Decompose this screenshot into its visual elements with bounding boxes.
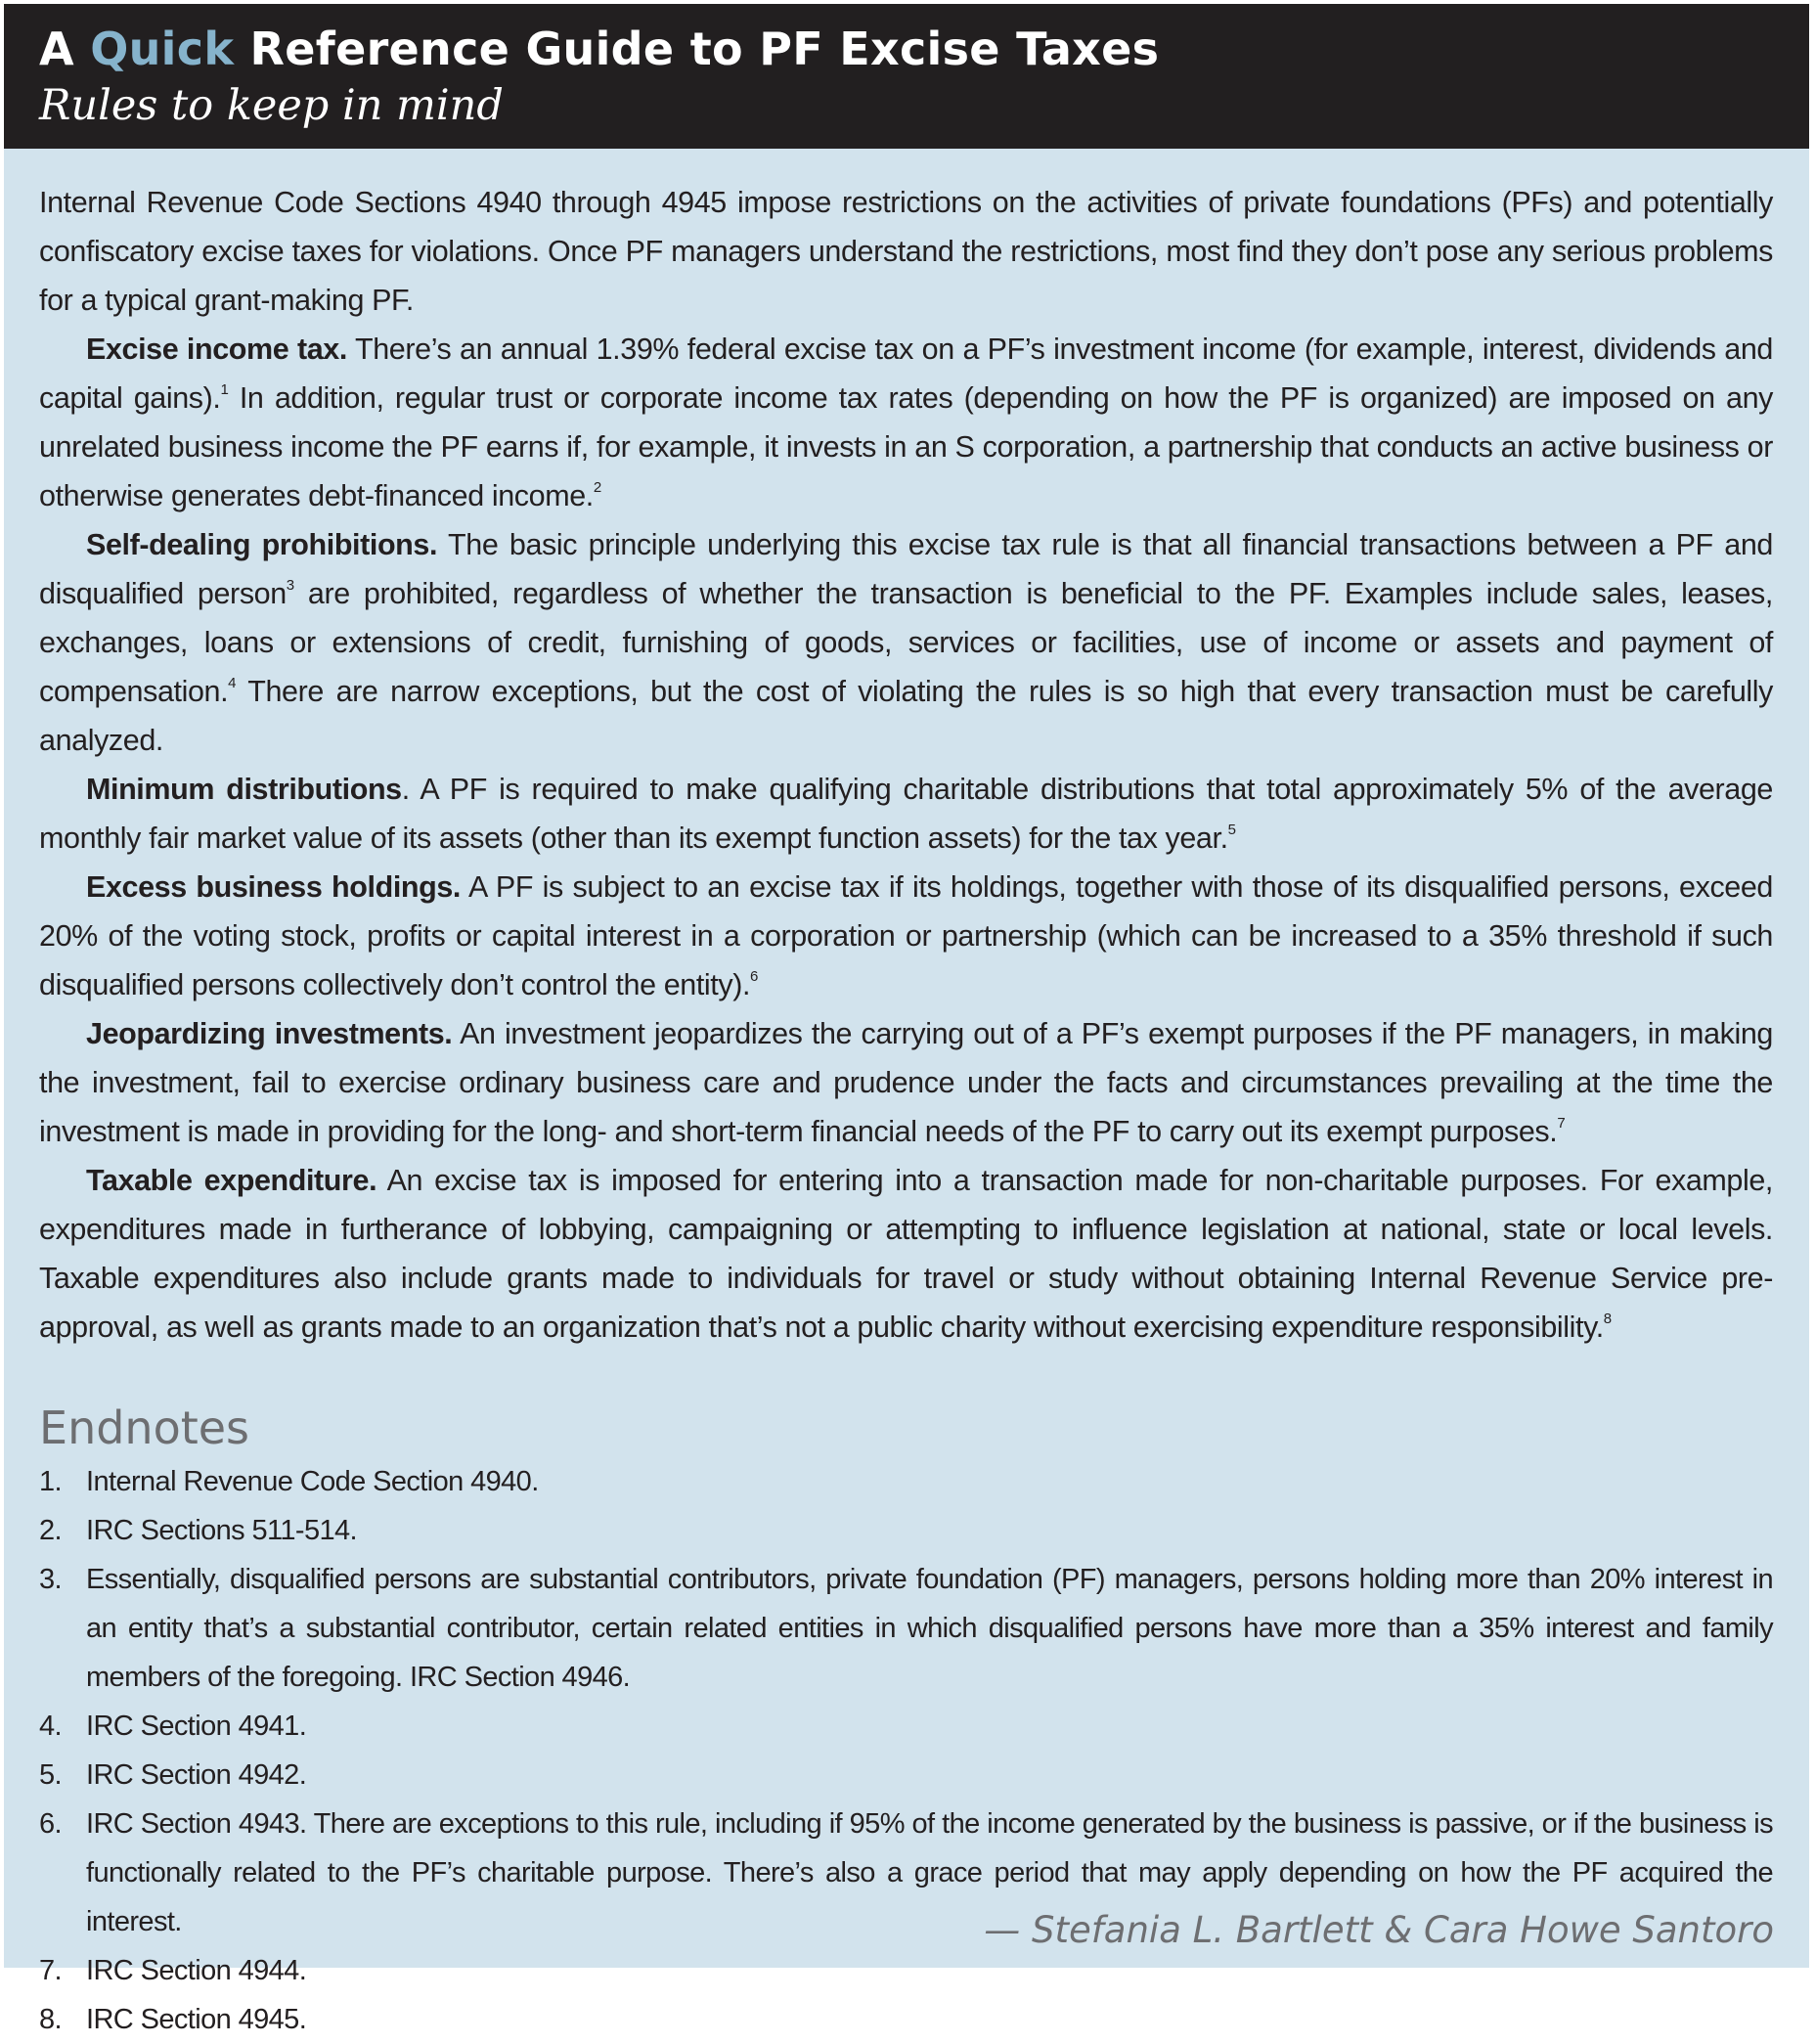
- page-subtitle: Rules to keep in mind: [39, 81, 504, 130]
- endnote-item: [39, 1555, 1773, 1702]
- endnote-text: IRC Section 4945.: [86, 2004, 307, 2035]
- endnote-item: [39, 1995, 1773, 2044]
- endnote-number: 2.: [39, 1515, 62, 1546]
- section-text: An investment jeopardizes the carrying out of a PF’s exempt purposes if the PF managers, in making the investment, fail to exercise ordinary business care and prudence under the facts and circumstances prevailing at the time the investment is made in providing for the long- and short-term financial needs of the PF to carry out its exempt purposes.: [39, 1017, 1773, 1148]
- endnote-number: 3.: [39, 1564, 62, 1595]
- section-excess-business-holdings: [39, 863, 1773, 1009]
- section-heading: Jeopardizing investments.: [86, 1017, 453, 1050]
- section-text: are prohibited, regardless of whether the transaction is beneficial to the PF. Examples include sales, leases, exchanges, loans or extensions of credit, furnishing of goods, services or facilities, use of income or assets and payment of compensation.: [39, 577, 1773, 708]
- endnote-item: [39, 1702, 1773, 1751]
- endnote-number: 1.: [39, 1466, 62, 1497]
- section-text: In addition, regular trust or corporate income tax rates (depending on how the PF is organized) are imposed on any unrelated business income the PF earns if, for example, it invests in an S corporation, a partnership that conducts an active business or otherwise generates debt-financed income.: [39, 381, 1774, 512]
- endnotes-heading: Endnotes: [39, 1401, 250, 1454]
- section-text: An excise tax is imposed for entering into a transaction made for non-charitable purposes. For example, expenditures made in furtherance of lobbying, campaigning or attempting to influence legislation at national, state or local levels. Taxable expenditures also include grants made to individuals for travel or study without obtaining Internal Revenue Service pre-approval, as well as grants made to an organization that’s not a public charity without exercising expenditure responsibility.: [39, 1164, 1773, 1344]
- endnote-number: 8.: [39, 2004, 62, 2035]
- endnote-text: IRC Section 4941.: [86, 1711, 307, 1742]
- endnote-item: [39, 1751, 1773, 1800]
- endnote-text: IRC Section 4942.: [86, 1759, 307, 1791]
- endnote-ref: 6: [750, 968, 758, 985]
- reference-guide-card: [4, 4, 1809, 2035]
- section-heading: Self-dealing prohibitions.: [86, 528, 438, 561]
- endnote-text: IRC Section 4944.: [86, 1955, 307, 1986]
- endnote-item: [39, 1457, 1773, 1506]
- section-heading: Taxable expenditure.: [86, 1164, 377, 1197]
- section-heading: Minimum distributions: [86, 773, 402, 806]
- header-banner: [4, 4, 1809, 149]
- endnote-ref: 8: [1603, 1311, 1612, 1327]
- endnote-ref: 2: [593, 479, 601, 496]
- section-text: There are narrow exceptions, but the cost of violating the rules is so high that every transaction must be carefully analyzed.: [39, 675, 1773, 757]
- section-text: The basic principle underlying this excise tax rule is that all financial transactions between a PF and disqualified person: [39, 528, 1773, 610]
- endnote-text: IRC Sections 511-514.: [86, 1515, 358, 1546]
- section-self-dealing: [39, 520, 1773, 765]
- section-text: A PF is subject to an excise tax if its holdings, together with those of its disqualified persons, exceed 20% of the voting stock, profits or capital interest in a corporation or partnership (which can be increased to a 35% threshold if such disqualified persons collectively don’t control the entity).: [39, 870, 1773, 1001]
- title-accent-word: Quick: [90, 22, 235, 75]
- endnote-ref: 5: [1227, 822, 1236, 838]
- endnote-ref: 7: [1557, 1115, 1566, 1132]
- endnote-number: 6.: [39, 1808, 62, 1840]
- section-text: . A PF is required to make qualifying charitable distributions that total approximately 5% of the average monthly fair market value of its assets (other than its exempt function assets) for the tax year.: [39, 773, 1773, 855]
- section-taxable-expenditure: [39, 1156, 1773, 1352]
- endnote-number: 4.: [39, 1711, 62, 1742]
- endnote-ref: 4: [228, 675, 237, 691]
- endnote-ref: 1: [220, 381, 229, 398]
- author-byline: — Stefania L. Bartlett & Cara Howe Santoro: [984, 1909, 1774, 1951]
- section-minimum-distributions: [39, 765, 1773, 863]
- endnote-number: 5.: [39, 1759, 62, 1791]
- section-jeopardizing-investments: [39, 1009, 1773, 1156]
- title-prefix: A: [39, 22, 74, 75]
- endnote-item: [39, 1506, 1773, 1555]
- section-text: There’s an annual 1.39% federal excise tax on a PF’s investment income (for example, interest, dividends and capital gains).: [39, 333, 1773, 415]
- endnote-text: Essentially, disqualified persons are substantial contributors, private foundation (PF) managers, persons holding more than 20% interest in an entity that’s a substantial contributor, certain related entities in which disqualified persons have more than a 35% interest and family members of the foregoing. IRC Section 4946.: [86, 1564, 1773, 1693]
- section-heading: Excise income tax.: [86, 333, 347, 366]
- endnotes-list: [39, 1457, 1773, 2044]
- endnote-text: IRC Section 4943. There are exceptions to this rule, including if 95% of the income generated by the business is passive, or if the business is functionally related to the PF’s charitable purpose. There’s also a grace period that may apply depending on how the PF acquired the interest.: [86, 1808, 1773, 1937]
- intro-paragraph: Internal Revenue Code Sections 4940 through 4945 impose restrictions on the activities of private foundations (PFs) and potentially confiscatory excise taxes for violations. Once PF managers understand the restrictions, most find they don’t pose any serious problems for a typical grant-making PF.: [39, 186, 1773, 317]
- page-title: [39, 22, 1809, 76]
- endnote-number: 7.: [39, 1955, 62, 1986]
- section-excise-income-tax: [39, 325, 1773, 520]
- endnote-ref: 3: [286, 577, 294, 594]
- endnote-text: Internal Revenue Code Section 4940.: [86, 1466, 539, 1497]
- title-suffix: Reference Guide to PF Excise Taxes: [249, 22, 1160, 75]
- section-heading: Excess business holdings.: [86, 870, 461, 904]
- article-body: [39, 178, 1773, 2044]
